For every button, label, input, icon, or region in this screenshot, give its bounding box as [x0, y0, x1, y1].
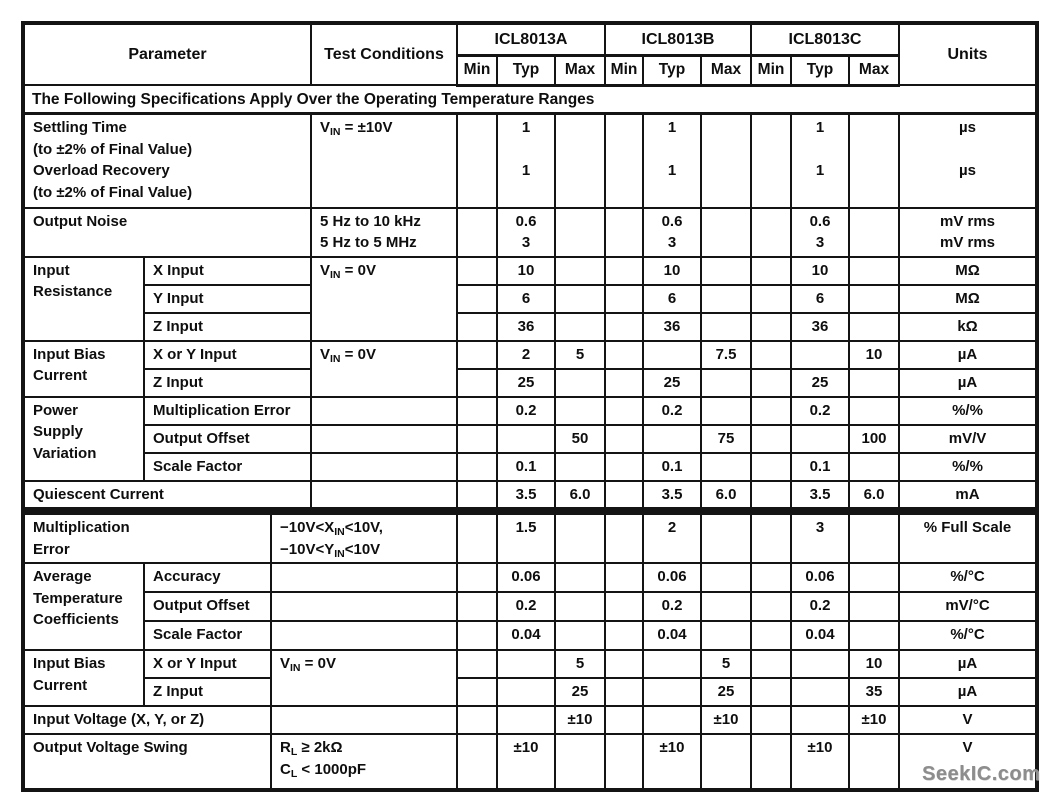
- cell-empty: [751, 734, 791, 790]
- cell-empty: [605, 369, 643, 397]
- cell-empty: [701, 592, 751, 621]
- units-cell: %/%: [899, 397, 1037, 425]
- param-settling-time: Settling Time (to ±2% of Final Value) Overload Recovery (to ±2% of Final Value): [23, 114, 311, 208]
- value-a-max: 6.0: [555, 481, 605, 510]
- cond-empty: [271, 621, 457, 650]
- cell-empty: [849, 257, 899, 285]
- param-output-noise: Output Noise: [23, 208, 311, 257]
- subparam-scale-factor: Scale Factor: [144, 621, 271, 650]
- cell-empty: [457, 678, 497, 706]
- cell-empty: [497, 650, 555, 678]
- row-input-resistance-y: [23, 285, 1037, 313]
- subparam-z-input: Z Input: [144, 678, 271, 706]
- cell-empty: [751, 481, 791, 510]
- row-settling-time: [23, 114, 1037, 208]
- cell-empty: [791, 341, 849, 369]
- cell-empty: [849, 369, 899, 397]
- cell-empty: [555, 621, 605, 650]
- value-c-max: 6.0: [849, 481, 899, 510]
- cell-empty: [555, 563, 605, 592]
- col-header-a-max: Max: [555, 55, 605, 85]
- value-c-typ: 0.06: [791, 563, 849, 592]
- cell-empty: [751, 453, 791, 481]
- value-c-typ: ±10: [791, 734, 849, 790]
- subparam-z-input: Z Input: [144, 313, 311, 341]
- cell-empty: [849, 734, 899, 790]
- units-cell: MΩ: [899, 257, 1037, 285]
- cell-empty: [605, 621, 643, 650]
- cell-empty: [457, 513, 497, 564]
- cell-empty: [751, 425, 791, 453]
- cell-empty: [605, 313, 643, 341]
- value-c-typ: 0.2: [791, 397, 849, 425]
- cell-empty: [791, 425, 849, 453]
- value-a-typ: 25: [497, 369, 555, 397]
- cell-empty: [751, 285, 791, 313]
- value-b-typ: 2: [643, 513, 701, 564]
- subparam-x-or-y-input: X or Y Input: [144, 650, 271, 678]
- subparam-output-offset: Output Offset: [144, 592, 271, 621]
- param-multiplication-error: Multiplication Error: [23, 513, 271, 564]
- cell-empty: [605, 563, 643, 592]
- cell-empty: [605, 513, 643, 564]
- cell-empty: [457, 114, 497, 208]
- units-cell: V: [899, 706, 1037, 734]
- subparam-y-input: Y Input: [144, 285, 311, 313]
- cond-input-bias-current: $V_{IN} = 0V$: [311, 341, 457, 397]
- cell-empty: [751, 650, 791, 678]
- value-a-max: 50: [555, 425, 605, 453]
- cell-empty: [555, 453, 605, 481]
- cell-empty: [751, 369, 791, 397]
- cond-input-resistance: $V_{IN} = 0V$: [311, 257, 457, 341]
- row-output-noise: [23, 208, 1037, 257]
- value-b-typ: 1 1: [643, 114, 701, 208]
- value-b-typ: 36: [643, 313, 701, 341]
- cell-empty: [497, 425, 555, 453]
- cond-empty: [271, 706, 457, 734]
- row-input-bias-xy: [23, 650, 1037, 678]
- cell-empty: [643, 678, 701, 706]
- cond-empty: [311, 397, 457, 425]
- value-a-typ: 0.6 3: [497, 208, 555, 257]
- cond-settling-time: $V_{IN} = \pm 10V$: [311, 114, 457, 208]
- units-cell: %/°C: [899, 563, 1037, 592]
- units-cell: kΩ: [899, 313, 1037, 341]
- row-input-bias-z: [23, 369, 1037, 397]
- units-cell: µA: [899, 341, 1037, 369]
- param-output-voltage-swing: Output Voltage Swing: [23, 734, 271, 790]
- cell-empty: [849, 397, 899, 425]
- cell-empty: [791, 650, 849, 678]
- col-header-c-max: Max: [849, 55, 899, 85]
- value-b-typ: 0.06: [643, 563, 701, 592]
- value-a-typ: 10: [497, 257, 555, 285]
- value-c-max: 35: [849, 678, 899, 706]
- col-header-parameter: Parameter: [23, 23, 311, 85]
- cell-empty: [849, 563, 899, 592]
- units-cell: µA: [899, 650, 1037, 678]
- cell-empty: [751, 208, 791, 257]
- value-a-max: 5: [555, 341, 605, 369]
- cond-output-voltage-swing: $R_L \ge 2k\Omega$ $C_L < 1000pF$: [271, 734, 457, 790]
- subparam-x-or-y-input: X or Y Input: [144, 341, 311, 369]
- cell-empty: [849, 621, 899, 650]
- value-b-max: 6.0: [701, 481, 751, 510]
- cell-empty: [701, 397, 751, 425]
- units-cell: % Full Scale: [899, 513, 1037, 564]
- row-atc-accuracy: [23, 563, 1037, 592]
- subparam-accuracy: Accuracy: [144, 563, 271, 592]
- cond-empty: [271, 592, 457, 621]
- units-cell: mV/°C: [899, 592, 1037, 621]
- cell-empty: [751, 563, 791, 592]
- value-a-typ: 0.2: [497, 592, 555, 621]
- cell-empty: [701, 285, 751, 313]
- row-input-resistance-z: [23, 313, 1037, 341]
- units-cell: µA: [899, 678, 1037, 706]
- col-header-icl8013b: ICL8013B: [605, 23, 751, 55]
- cell-empty: [457, 621, 497, 650]
- row-psv-output-offset: [23, 425, 1037, 453]
- seekic-watermark: SeekIC.com: [922, 763, 1041, 785]
- cell-empty: [605, 650, 643, 678]
- cond-output-noise: 5 Hz to 10 kHz 5 Hz to 5 MHz: [311, 208, 457, 257]
- row-input-bias-z: [23, 678, 1037, 706]
- value-a-typ: 36: [497, 313, 555, 341]
- cell-empty: [605, 397, 643, 425]
- value-a-typ: ±10: [497, 734, 555, 790]
- cell-empty: [701, 114, 751, 208]
- units-cell: µA: [899, 369, 1037, 397]
- cell-empty: [555, 734, 605, 790]
- cell-empty: [457, 257, 497, 285]
- spec-table-upper: [21, 21, 1039, 511]
- row-input-resistance-x: [23, 257, 1037, 285]
- cell-empty: [555, 114, 605, 208]
- value-c-max: ±10: [849, 706, 899, 734]
- cell-empty: [457, 397, 497, 425]
- value-c-typ: 0.6 3: [791, 208, 849, 257]
- value-c-max: 100: [849, 425, 899, 453]
- cell-empty: [605, 425, 643, 453]
- row-quiescent-current: [23, 481, 1037, 510]
- cell-empty: [555, 397, 605, 425]
- cell-empty: [605, 114, 643, 208]
- cell-empty: [751, 621, 791, 650]
- cell-empty: [751, 678, 791, 706]
- cell-empty: [605, 453, 643, 481]
- cond-input-bias-current: $V_{IN} = 0V$: [271, 650, 457, 706]
- col-header-c-min: Min: [751, 55, 791, 85]
- band-row: [23, 85, 1037, 114]
- value-a-typ: 0.1: [497, 453, 555, 481]
- cell-empty: [555, 285, 605, 313]
- value-c-typ: 6: [791, 285, 849, 313]
- cell-empty: [701, 734, 751, 790]
- cond-multiplication-error: $-10V<X_{IN}<10V$, $-10V<Y_{IN}<10V$: [271, 513, 457, 564]
- cell-empty: [751, 706, 791, 734]
- value-c-max: 10: [849, 341, 899, 369]
- value-a-typ: 1.5: [497, 513, 555, 564]
- units-cell: V: [899, 734, 1037, 790]
- cell-empty: [605, 678, 643, 706]
- cell-empty: [457, 453, 497, 481]
- cell-empty: [457, 208, 497, 257]
- col-header-c-typ: Typ: [791, 55, 849, 85]
- param-input-bias-current: Input Bias Current: [23, 650, 144, 706]
- spec-table-lower: [21, 510, 1039, 792]
- value-b-typ: 10: [643, 257, 701, 285]
- cell-empty: [605, 734, 643, 790]
- cell-empty: [555, 369, 605, 397]
- value-b-typ: 25: [643, 369, 701, 397]
- subparam-output-offset: Output Offset: [144, 425, 311, 453]
- value-b-typ: 0.1: [643, 453, 701, 481]
- cell-empty: [751, 513, 791, 564]
- cell-empty: [605, 592, 643, 621]
- cell-empty: [457, 425, 497, 453]
- cell-empty: [849, 313, 899, 341]
- value-c-typ: 0.2: [791, 592, 849, 621]
- cell-empty: [605, 285, 643, 313]
- row-multiplication-error: [23, 513, 1037, 564]
- value-a-max: 5: [555, 650, 605, 678]
- value-a-typ: 2: [497, 341, 555, 369]
- subparam-scale-factor: Scale Factor: [144, 453, 311, 481]
- row-atc-output-offset: [23, 592, 1037, 621]
- cond-empty: [271, 563, 457, 592]
- units-cell: mV/V: [899, 425, 1037, 453]
- cell-empty: [555, 313, 605, 341]
- cell-empty: [849, 453, 899, 481]
- cell-empty: [701, 208, 751, 257]
- col-header-icl8013c: ICL8013C: [751, 23, 899, 55]
- value-b-max: ±10: [701, 706, 751, 734]
- units-settling-time: µs µs: [899, 114, 1037, 208]
- value-c-typ: 3.5: [791, 481, 849, 510]
- cell-empty: [605, 481, 643, 510]
- value-c-typ: 0.04: [791, 621, 849, 650]
- subparam-z-input: Z Input: [144, 369, 311, 397]
- cell-empty: [457, 369, 497, 397]
- units-cell: %/°C: [899, 621, 1037, 650]
- cell-empty: [791, 706, 849, 734]
- cell-empty: [701, 563, 751, 592]
- value-c-max: 10: [849, 650, 899, 678]
- col-header-a-min: Min: [457, 55, 497, 85]
- cell-empty: [457, 481, 497, 510]
- cell-empty: [643, 706, 701, 734]
- row-atc-scale-factor: [23, 621, 1037, 650]
- cell-empty: [751, 341, 791, 369]
- cell-empty: [555, 592, 605, 621]
- cell-empty: [849, 513, 899, 564]
- value-c-typ: 1 1: [791, 114, 849, 208]
- cell-empty: [643, 425, 701, 453]
- param-avg-temp-coefficients: Average Temperature Coefficients: [23, 563, 144, 650]
- cell-empty: [849, 114, 899, 208]
- cell-empty: [751, 397, 791, 425]
- units-cell: %/%: [899, 453, 1037, 481]
- value-c-typ: 10: [791, 257, 849, 285]
- cell-empty: [605, 706, 643, 734]
- value-a-typ: 0.04: [497, 621, 555, 650]
- cell-empty: [497, 678, 555, 706]
- row-psv-scale-factor: [23, 453, 1037, 481]
- cell-empty: [457, 285, 497, 313]
- cell-empty: [457, 650, 497, 678]
- value-c-typ: 0.1: [791, 453, 849, 481]
- cell-empty: [457, 563, 497, 592]
- cell-empty: [849, 285, 899, 313]
- subparam-x-input: X Input: [144, 257, 311, 285]
- value-b-typ: 6: [643, 285, 701, 313]
- value-c-typ: 36: [791, 313, 849, 341]
- col-header-b-min: Min: [605, 55, 643, 85]
- value-a-typ: 0.06: [497, 563, 555, 592]
- value-b-max: 7.5: [701, 341, 751, 369]
- value-b-max: 75: [701, 425, 751, 453]
- cell-empty: [555, 257, 605, 285]
- cell-empty: [457, 313, 497, 341]
- cell-empty: [555, 208, 605, 257]
- cell-empty: [701, 621, 751, 650]
- cell-empty: [751, 592, 791, 621]
- cell-empty: [643, 650, 701, 678]
- cell-empty: [751, 257, 791, 285]
- cell-empty: [605, 208, 643, 257]
- value-a-max: ±10: [555, 706, 605, 734]
- value-a-typ: 3.5: [497, 481, 555, 510]
- col-header-test-conditions: Test Conditions: [311, 23, 457, 85]
- value-c-typ: 25: [791, 369, 849, 397]
- value-b-max: 25: [701, 678, 751, 706]
- cell-empty: [849, 208, 899, 257]
- cell-empty: [605, 257, 643, 285]
- cell-empty: [701, 513, 751, 564]
- cell-empty: [643, 341, 701, 369]
- cell-empty: [497, 706, 555, 734]
- units-cell: MΩ: [899, 285, 1037, 313]
- cell-empty: [791, 678, 849, 706]
- cell-empty: [457, 706, 497, 734]
- value-b-max: 5: [701, 650, 751, 678]
- cell-empty: [457, 734, 497, 790]
- cell-empty: [849, 592, 899, 621]
- value-a-max: 25: [555, 678, 605, 706]
- col-header-a-typ: Typ: [497, 55, 555, 85]
- cell-empty: [457, 341, 497, 369]
- header-row-groups: [23, 23, 1037, 55]
- col-header-b-max: Max: [701, 55, 751, 85]
- cell-empty: [701, 313, 751, 341]
- row-input-voltage: [23, 706, 1037, 734]
- param-input-resistance: Input Resistance: [23, 257, 144, 341]
- cond-empty: [311, 425, 457, 453]
- col-header-b-typ: Typ: [643, 55, 701, 85]
- param-input-voltage: Input Voltage (X, Y, or Z): [23, 706, 271, 734]
- cond-empty: [311, 481, 457, 510]
- value-c-typ: 3: [791, 513, 849, 564]
- row-psv-mult-error: [23, 397, 1037, 425]
- cell-empty: [701, 257, 751, 285]
- cell-empty: [555, 513, 605, 564]
- value-b-typ: 0.6 3: [643, 208, 701, 257]
- cell-empty: [605, 341, 643, 369]
- value-b-typ: 0.04: [643, 621, 701, 650]
- cell-empty: [457, 592, 497, 621]
- param-input-bias-current: Input Bias Current: [23, 341, 144, 397]
- value-b-typ: 0.2: [643, 397, 701, 425]
- value-b-typ: 3.5: [643, 481, 701, 510]
- cond-empty: [311, 453, 457, 481]
- cell-empty: [701, 369, 751, 397]
- value-b-typ: 0.2: [643, 592, 701, 621]
- value-a-typ: 1 1: [497, 114, 555, 208]
- cell-empty: [751, 313, 791, 341]
- row-output-voltage-swing: [23, 734, 1037, 790]
- col-header-icl8013a: ICL8013A: [457, 23, 605, 55]
- value-a-typ: 0.2: [497, 397, 555, 425]
- cell-empty: [751, 114, 791, 208]
- row-input-bias-xy: [23, 341, 1037, 369]
- col-header-units: Units: [899, 23, 1037, 85]
- param-quiescent-current: Quiescent Current: [23, 481, 311, 510]
- cell-empty: [701, 453, 751, 481]
- units-cell: mA: [899, 481, 1037, 510]
- band-title: The Following Specifications Apply Over the Operating Temperature Ranges: [23, 85, 1037, 114]
- param-power-supply-variation: Power Supply Variation: [23, 397, 144, 481]
- value-b-typ: ±10: [643, 734, 701, 790]
- subparam-multiplication-error: Multiplication Error: [144, 397, 311, 425]
- value-a-typ: 6: [497, 285, 555, 313]
- units-output-noise: mV rms mV rms: [899, 208, 1037, 257]
